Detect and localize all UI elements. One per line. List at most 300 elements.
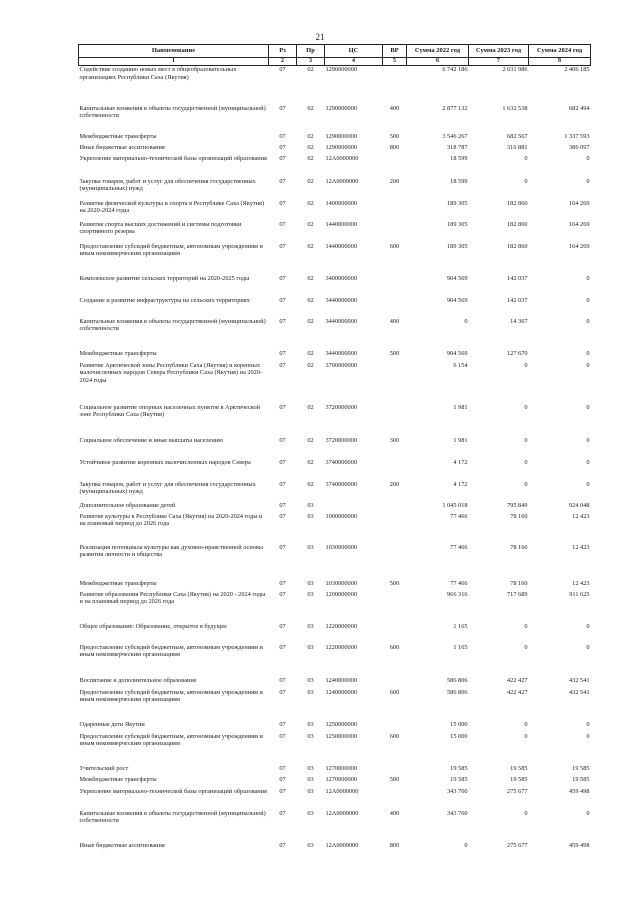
row-sum-2024: 0 — [586, 732, 590, 740]
row-pr: 03 — [307, 512, 314, 520]
header-pr: Пр — [297, 45, 325, 58]
row-cs: 1270000000 — [325, 775, 357, 783]
row-cs: 1400000000 — [325, 199, 357, 207]
row-pr: 02 — [307, 317, 314, 325]
row-sum-2022: 6 154 — [453, 361, 468, 369]
row-sum-2024: 924 048 — [569, 501, 590, 509]
row-name: Содействие созданию новых мест в общеобразовательных организациях Республики Саха (Якутия) — [79, 66, 237, 81]
row-vr: 300 — [389, 436, 400, 444]
column-index-row — [79, 58, 591, 66]
row-sum-2022: 4 172 — [453, 458, 468, 466]
row-sum-2022: 586 806 — [447, 676, 468, 684]
row-rz: 07 — [279, 274, 286, 282]
table-row — [79, 318, 591, 350]
row-name: Общее образование: Образование, открытое в будущее — [79, 622, 227, 630]
row-pr: 03 — [307, 775, 314, 783]
table-row — [79, 133, 591, 144]
row-pr: 03 — [307, 543, 314, 551]
row-pr: 03 — [307, 764, 314, 772]
row-sum-2022: 189 305 — [447, 242, 468, 250]
table-body — [79, 66, 591, 855]
row-sum-2024: 12 423 — [572, 543, 590, 551]
row-cs: 3440000000 — [325, 296, 357, 304]
row-pr: 02 — [307, 403, 314, 411]
row-cs: 3740000000 — [325, 480, 357, 488]
row-sum-2022: 15 000 — [450, 720, 468, 728]
table-row — [79, 677, 591, 689]
row-name: Развитие образования Республики Саха (Якутия) на 2020 - 2024 годы и на плановый период до 2026 года — [79, 590, 266, 606]
row-sum-2023: 0 — [524, 177, 528, 185]
table-row — [79, 513, 591, 544]
row-sum-2023: 14 367 — [510, 317, 528, 325]
row-pr: 02 — [307, 199, 314, 207]
row-sum-2023: 316 881 — [507, 143, 528, 151]
row-sum-2022: 189 305 — [447, 220, 468, 228]
row-vr: 400 — [389, 809, 400, 817]
table-row — [79, 200, 591, 221]
row-sum-2022: 3 546 267 — [442, 132, 468, 140]
row-sum-2024: 164 269 — [569, 220, 590, 228]
row-rz: 07 — [279, 296, 286, 304]
row-sum-2022: 1 981 — [453, 403, 468, 411]
row-rz: 07 — [279, 841, 286, 849]
row-sum-2024: 12 423 — [572, 579, 590, 587]
row-pr: 03 — [307, 501, 314, 509]
table-row — [79, 66, 591, 105]
row-sum-2023: 795 849 — [507, 501, 528, 509]
row-sum-2023: 0 — [524, 643, 528, 651]
table-row — [79, 243, 591, 275]
column-titles-row — [79, 45, 591, 58]
row-sum-2024: 0 — [586, 274, 590, 282]
row-pr: 02 — [307, 242, 314, 250]
row-sum-2024: 0 — [586, 154, 590, 162]
table-row — [79, 788, 591, 810]
row-sum-2024: 432 541 — [569, 688, 590, 696]
row-rz: 07 — [279, 643, 286, 651]
row-name: Учительский рост — [79, 764, 129, 772]
row-cs: 1000000000 — [325, 512, 357, 520]
row-cs: 1290000000 — [325, 143, 357, 151]
row-cs: 12А0000000 — [325, 177, 359, 185]
table-row — [79, 502, 591, 513]
row-sum-2024: 911 625 — [569, 590, 590, 598]
row-sum-2022: 4 172 — [453, 480, 468, 488]
row-pr: 03 — [307, 676, 314, 684]
row-cs: 1030000000 — [325, 579, 357, 587]
row-sum-2023: 422 427 — [507, 688, 528, 696]
row-name: Укрепление материально-технической базы организаций образования — [79, 154, 267, 162]
row-sum-2023: 0 — [524, 622, 528, 630]
row-name: Закупка товаров, работ и услуг для обеспечения государственных (муниципальных) нужд — [79, 480, 256, 496]
row-vr — [383, 404, 407, 437]
index-3: 3 — [297, 58, 325, 66]
row-sum-2022: 586 806 — [447, 688, 468, 696]
header-rz: Рз — [269, 45, 297, 58]
row-cs: 12А0000000 — [325, 841, 359, 849]
row-sum-2023: 182 860 — [507, 242, 528, 250]
row-rz: 07 — [279, 676, 286, 684]
table-row — [79, 221, 591, 243]
row-sum-2024: 2 406 185 — [564, 66, 590, 74]
row-name: Развитие физической культуры и спорта в Республике Саха (Якутия) на 2020-2024 годы — [79, 199, 265, 215]
row-sum-2024: 0 — [586, 622, 590, 630]
index-8: 8 — [529, 58, 591, 66]
row-vr: 500 — [389, 349, 400, 357]
row-sum-2022: 18 599 — [450, 154, 468, 162]
table-row — [79, 275, 591, 297]
row-sum-2023: 0 — [524, 480, 528, 488]
row-pr: 02 — [307, 143, 314, 151]
row-sum-2022: 77 466 — [450, 543, 468, 551]
row-sum-2024: 0 — [586, 720, 590, 728]
row-sum-2023: 182 860 — [507, 199, 528, 207]
row-name: Капитальные вложения в объекты государственной (муниципальной) собственности — [79, 809, 266, 825]
table-row — [79, 459, 591, 481]
row-sum-2023: 182 860 — [507, 220, 528, 228]
row-sum-2023: 0 — [524, 732, 528, 740]
row-sum-2024: 459 498 — [569, 841, 590, 849]
row-cs: 1030000000 — [325, 543, 357, 551]
row-name: Воспитание и дополнительное образование — [79, 676, 197, 684]
row-pr: 03 — [307, 622, 314, 630]
row-name: Развитие культуры в Республике Саха (Якутия) на 2020-2024 годы и на плановый период до 2026 года — [79, 512, 263, 528]
row-sum-2024: 0 — [586, 349, 590, 357]
row-cs: 3400000000 — [325, 274, 357, 282]
table-row — [79, 297, 591, 318]
row-vr — [383, 221, 407, 243]
header-cs: ЦС — [325, 45, 383, 58]
row-cs: 12А0000000 — [325, 154, 359, 162]
row-pr: 03 — [307, 841, 314, 849]
table-row — [79, 144, 591, 155]
row-pr: 02 — [307, 361, 314, 369]
row-rz: 07 — [279, 199, 286, 207]
row-pr: 02 — [307, 132, 314, 140]
row-pr: 03 — [307, 688, 314, 696]
row-rz: 07 — [279, 512, 286, 520]
row-vr — [383, 502, 407, 513]
row-sum-2022: 904 569 — [447, 349, 468, 357]
row-name: Развитие спорта высших достижений и системы подготовки спортивного резерва — [79, 220, 242, 236]
row-sum-2024: 0 — [586, 809, 590, 817]
row-name: Социальное обеспечение и иные выплаты населению — [79, 436, 223, 444]
row-rz: 07 — [279, 579, 286, 587]
row-sum-2024: 1 337 593 — [564, 132, 590, 140]
row-vr: 500 — [389, 132, 400, 140]
row-name: Межбюджетные трансферты — [79, 349, 157, 357]
row-vr: 400 — [389, 104, 400, 112]
row-sum-2024: 0 — [586, 480, 590, 488]
row-sum-2024: 0 — [586, 643, 590, 651]
row-name: Иные бюджетные ассигнования — [79, 143, 165, 151]
row-vr — [383, 66, 407, 105]
row-vr — [383, 200, 407, 221]
row-rz: 07 — [279, 543, 286, 551]
row-rz: 07 — [279, 66, 286, 74]
row-name: Устойчивое развитие коренных малочисленных народов Севера — [79, 458, 251, 466]
row-sum-2022: 0 — [464, 841, 468, 849]
header-sum-2024: Сумма 2024 год — [529, 45, 591, 58]
row-sum-2023: 0 — [524, 154, 528, 162]
row-sum-2024: 386 097 — [569, 143, 590, 151]
row-name: Межбюджетные трансферты — [79, 579, 157, 587]
row-cs: 1220000000 — [325, 622, 357, 630]
row-vr: 600 — [389, 242, 400, 250]
row-pr: 03 — [307, 732, 314, 740]
row-name: Укрепление материально-технической базы организаций образования — [79, 787, 267, 795]
row-sum-2023: 78 160 — [510, 543, 528, 551]
row-cs: 1270000000 — [325, 764, 357, 772]
row-pr: 02 — [307, 274, 314, 282]
row-vr — [383, 623, 407, 644]
row-rz: 07 — [279, 220, 286, 228]
row-sum-2024: 19 585 — [572, 775, 590, 783]
row-vr — [383, 275, 407, 297]
row-sum-2022: 1 045 018 — [442, 501, 468, 509]
page-number: 21 — [315, 32, 325, 42]
row-pr: 02 — [307, 177, 314, 185]
row-sum-2023: 142 037 — [507, 274, 528, 282]
row-cs: 1220000000 — [325, 643, 357, 651]
row-sum-2023: 0 — [524, 809, 528, 817]
table-row — [79, 765, 591, 776]
row-rz: 07 — [279, 349, 286, 357]
row-sum-2022: 18 599 — [450, 177, 468, 185]
row-cs: 1440000000 — [325, 242, 357, 250]
row-pr: 02 — [307, 349, 314, 357]
row-rz: 07 — [279, 458, 286, 466]
row-name: Межбюджетные трансферты — [79, 132, 157, 140]
row-vr: 400 — [389, 317, 400, 325]
row-sum-2023: 127 670 — [507, 349, 528, 357]
row-name: Закупка товаров, работ и услуг для обеспечения государственных (муниципальных) нужд — [79, 177, 256, 193]
row-cs: 12А0000000 — [325, 787, 359, 795]
row-sum-2022: 343 760 — [447, 809, 468, 817]
row-cs: 1250000000 — [325, 720, 357, 728]
row-sum-2024: 0 — [586, 436, 590, 444]
row-cs: 1240000000 — [325, 688, 357, 696]
row-cs: 3440000000 — [325, 349, 357, 357]
row-vr — [383, 721, 407, 733]
row-cs: 3720000000 — [325, 403, 357, 411]
row-pr: 03 — [307, 720, 314, 728]
row-pr: 02 — [307, 296, 314, 304]
row-sum-2023: 422 427 — [507, 676, 528, 684]
row-sum-2023: 682 567 — [507, 132, 528, 140]
row-rz: 07 — [279, 720, 286, 728]
index-2: 2 — [269, 58, 297, 66]
row-sum-2024: 164 269 — [569, 199, 590, 207]
index-7: 7 — [469, 58, 529, 66]
row-rz: 07 — [279, 403, 286, 411]
index-5: 5 — [383, 58, 407, 66]
table-row — [79, 481, 591, 502]
table-row — [79, 776, 591, 788]
row-rz: 07 — [279, 143, 286, 151]
row-rz: 07 — [279, 480, 286, 488]
table-row — [79, 350, 591, 362]
row-name: Предоставление субсидий бюджетным, автономным учреждениям и иным некоммерческим организациям — [79, 732, 263, 748]
row-pr: 02 — [307, 66, 314, 74]
row-cs: 1290000000 — [325, 104, 357, 112]
table-header — [79, 45, 591, 66]
row-cs: 3740000000 — [325, 458, 357, 466]
row-name: Предоставление субсидий бюджетным, автономным учреждениям и иным некоммерческим организациям — [79, 242, 263, 258]
row-name: Реализация потенциала культуры как духовно-нравственной основы развития личности и общества — [79, 543, 264, 559]
row-pr: 02 — [307, 436, 314, 444]
row-sum-2023: 717 689 — [507, 590, 528, 598]
row-sum-2022: 77 466 — [450, 579, 468, 587]
row-cs: 1290000000 — [325, 66, 357, 74]
row-pr: 03 — [307, 643, 314, 651]
row-name: Социальное развитие опорных населенных пунктов в Арктической зоне Республики Саха (Якутия) — [79, 403, 261, 419]
row-sum-2022: 904 569 — [447, 274, 468, 282]
row-vr — [383, 155, 407, 178]
row-sum-2022: 2 877 132 — [442, 104, 468, 112]
header-sum-2023: Сумма 2023 год — [469, 45, 529, 58]
row-name: Капитальные вложения в объекты государственной (муниципальной) собственности — [79, 317, 266, 333]
row-name: Создание и развитие инфраструктуры на сельских территориях — [79, 296, 250, 304]
row-pr: 02 — [307, 220, 314, 228]
row-sum-2022: 904 569 — [447, 296, 468, 304]
row-sum-2024: 12 423 — [572, 512, 590, 520]
row-rz: 07 — [279, 732, 286, 740]
row-pr: 02 — [307, 458, 314, 466]
row-sum-2024: 459 498 — [569, 787, 590, 795]
row-name: Предоставление субсидий бюджетным, автономным учреждениям и иным некоммерческим организациям — [79, 643, 263, 659]
table-row — [79, 733, 591, 765]
header-name: Наименование — [79, 45, 269, 58]
row-vr — [383, 459, 407, 481]
table-row — [79, 437, 591, 459]
row-sum-2023: 1 632 538 — [502, 104, 528, 112]
row-sum-2022: 318 787 — [447, 143, 468, 151]
row-name: Иные бюджетные ассигнования — [79, 841, 165, 849]
header-sum-2022: Сумма 2022 год — [407, 45, 469, 58]
row-rz: 07 — [279, 104, 286, 112]
row-vr: 800 — [389, 841, 400, 849]
row-sum-2024: 0 — [586, 177, 590, 185]
row-vr — [383, 513, 407, 544]
table-row — [79, 362, 591, 404]
index-1: 1 — [79, 58, 269, 66]
row-sum-2023: 0 — [524, 436, 528, 444]
row-vr: 800 — [389, 143, 400, 151]
table-row — [79, 810, 591, 842]
row-pr: 03 — [307, 787, 314, 795]
row-vr — [383, 591, 407, 623]
row-vr — [383, 297, 407, 318]
row-name: Капитальные вложения в объекты государственной (муниципальной) собственности — [79, 104, 266, 120]
row-rz: 07 — [279, 177, 286, 185]
row-name: Комплексное развитие сельских территорий на 2020-2025 годы — [79, 274, 250, 282]
row-sum-2023: 0 — [524, 403, 528, 411]
index-4: 4 — [325, 58, 383, 66]
row-sum-2022: 1 165 — [453, 643, 468, 651]
row-vr: 200 — [389, 480, 400, 488]
row-rz: 07 — [279, 317, 286, 325]
row-cs: 1290000000 — [325, 132, 357, 140]
row-sum-2023: 0 — [524, 720, 528, 728]
row-rz: 07 — [279, 436, 286, 444]
row-sum-2024: 0 — [586, 317, 590, 325]
row-sum-2023: 2 631 986 — [502, 66, 528, 74]
row-name: Одаренные дети Якутии — [79, 720, 145, 728]
row-pr: 03 — [307, 579, 314, 587]
row-cs: 1250000000 — [325, 732, 357, 740]
row-cs: 3700000000 — [325, 361, 357, 369]
table-row — [79, 544, 591, 580]
row-sum-2024: 164 269 — [569, 242, 590, 250]
row-sum-2023: 19 585 — [510, 775, 528, 783]
table-row — [79, 689, 591, 721]
row-cs: 12А0000000 — [325, 809, 359, 817]
row-sum-2024: 19 585 — [572, 764, 590, 772]
index-6: 6 — [407, 58, 469, 66]
row-vr: 600 — [389, 732, 400, 740]
row-vr: 200 — [389, 177, 400, 185]
table-row — [79, 591, 591, 623]
table-row — [79, 721, 591, 733]
row-sum-2023: 142 037 — [507, 296, 528, 304]
row-vr — [383, 788, 407, 810]
table-row — [79, 623, 591, 644]
row-rz: 07 — [279, 501, 286, 509]
row-rz: 07 — [279, 622, 286, 630]
row-sum-2022: 189 305 — [447, 199, 468, 207]
row-name: Развитие Арктической зоны Республики Саха (Якутия) и коренных малочисленных народов Севера Республики Саха (Якутия) на 2020-2024 годы — [79, 361, 263, 384]
row-pr: 02 — [307, 154, 314, 162]
header-vr: ВР — [383, 45, 407, 58]
row-sum-2024: 0 — [586, 458, 590, 466]
budget-table — [78, 44, 591, 855]
row-sum-2023: 78 160 — [510, 579, 528, 587]
row-sum-2022: 1 165 — [453, 622, 468, 630]
row-sum-2022: 19 585 — [450, 775, 468, 783]
table-row — [79, 644, 591, 677]
row-rz: 07 — [279, 242, 286, 250]
row-sum-2023: 19 585 — [510, 764, 528, 772]
row-pr: 02 — [307, 104, 314, 112]
table-row — [79, 842, 591, 855]
row-sum-2022: 1 981 — [453, 436, 468, 444]
row-name: Межбюджетные трансферты — [79, 775, 157, 783]
row-sum-2024: 432 541 — [569, 676, 590, 684]
row-vr — [383, 362, 407, 404]
row-rz: 07 — [279, 590, 286, 598]
row-rz: 07 — [279, 787, 286, 795]
row-name: Предоставление субсидий бюджетным, автономным учреждениям и иным некоммерческим организациям — [79, 688, 263, 704]
row-rz: 07 — [279, 809, 286, 817]
row-pr: 02 — [307, 480, 314, 488]
table-row — [79, 105, 591, 133]
row-sum-2022: 966 316 — [447, 590, 468, 598]
row-sum-2023: 0 — [524, 361, 528, 369]
row-rz: 07 — [279, 154, 286, 162]
row-rz: 07 — [279, 361, 286, 369]
row-cs: 1440000000 — [325, 220, 357, 228]
row-sum-2022: 77 466 — [450, 512, 468, 520]
row-pr: 03 — [307, 590, 314, 598]
row-sum-2023: 78 160 — [510, 512, 528, 520]
row-rz: 07 — [279, 775, 286, 783]
table-row — [79, 404, 591, 437]
row-sum-2022: 0 — [464, 317, 468, 325]
row-sum-2024: 0 — [586, 296, 590, 304]
table-row — [79, 580, 591, 591]
row-name: Дополнительное образование детей — [79, 501, 176, 509]
